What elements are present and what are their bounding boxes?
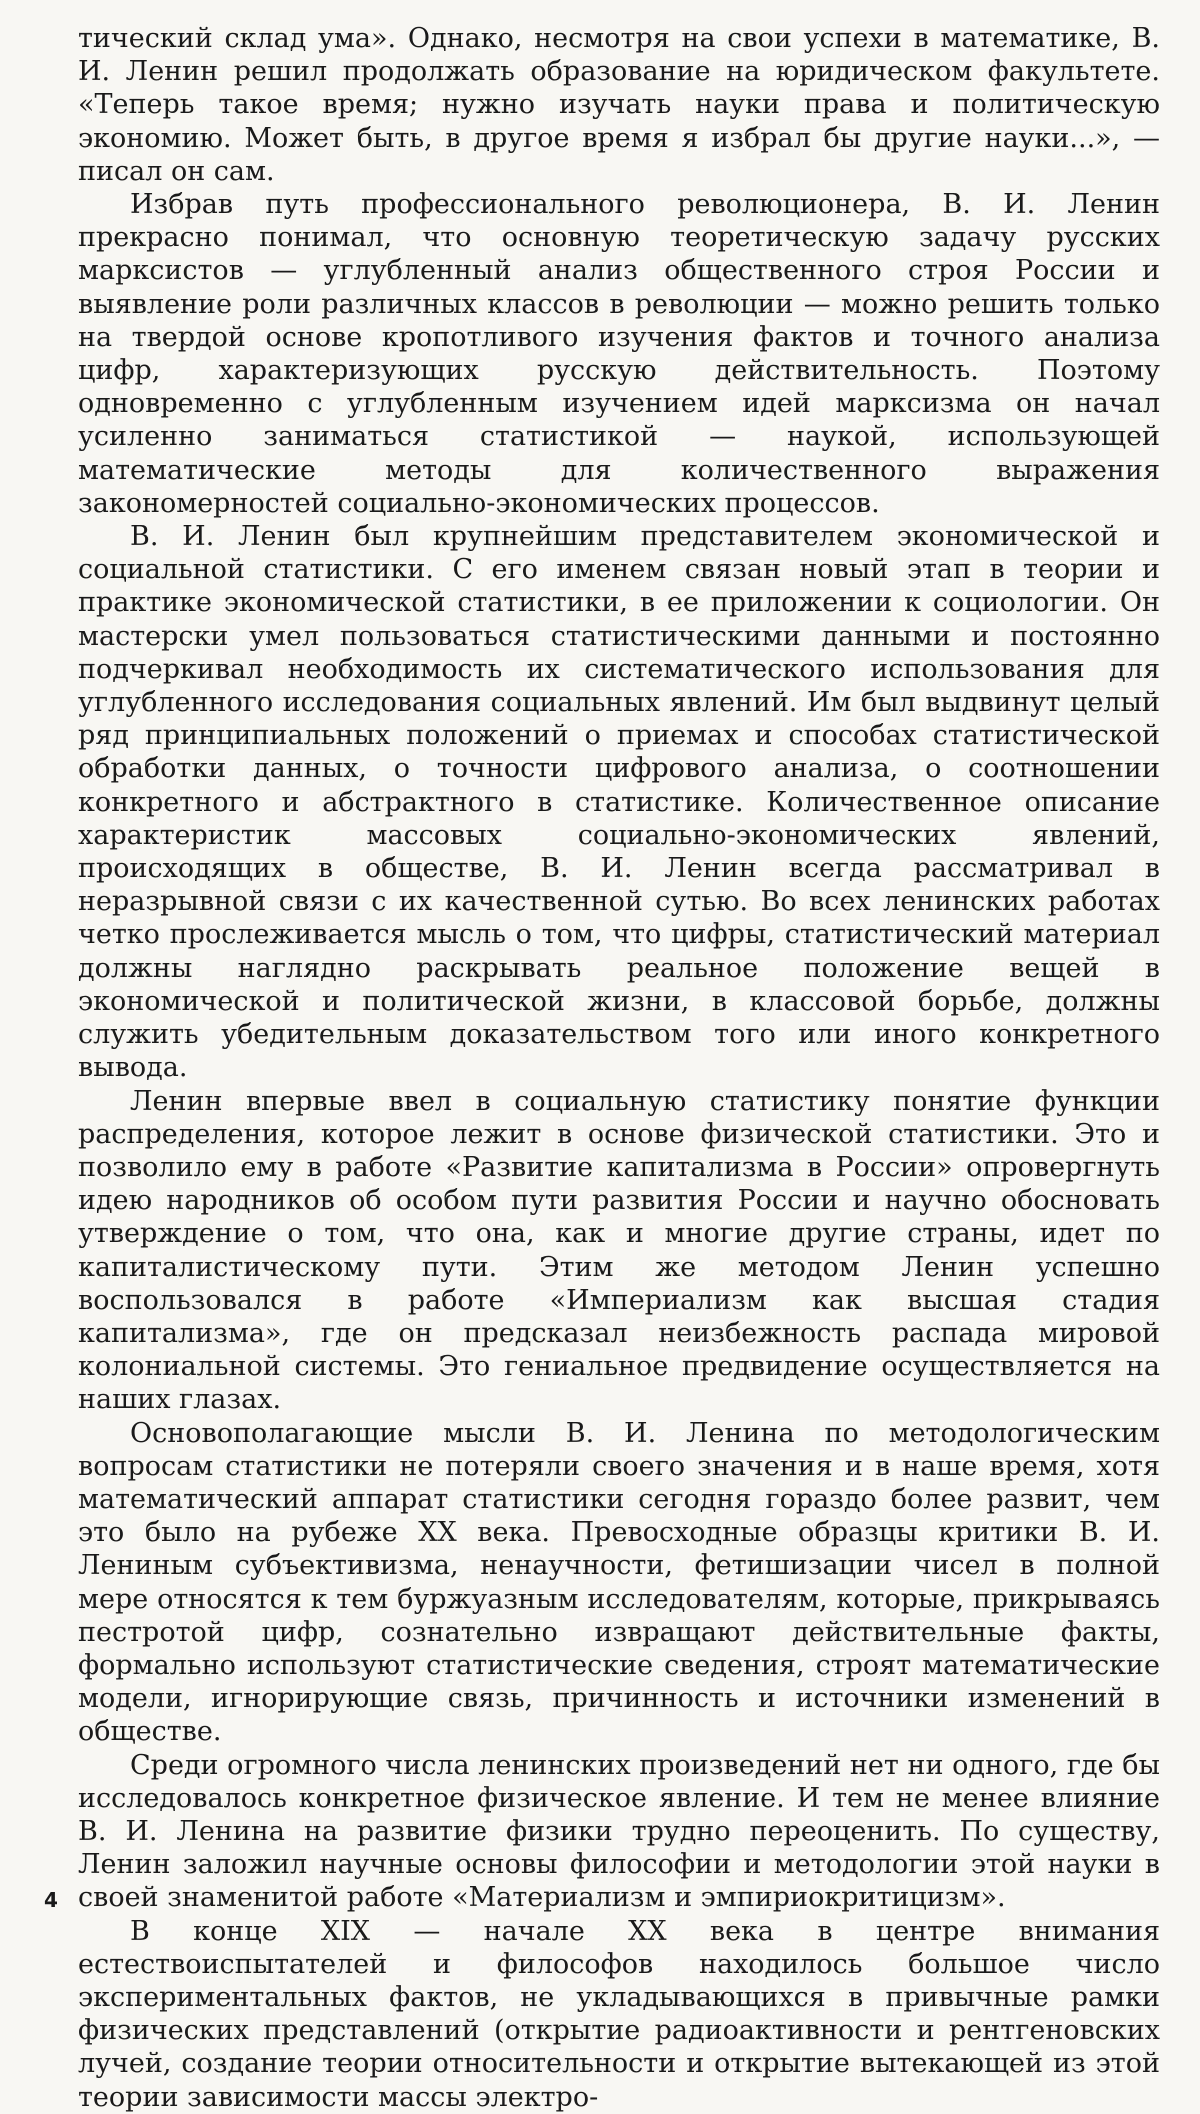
paragraph-7: В конце XIX — начале XX века в центре внимания естествоиспытателей и философов находилось большое число экспериментальных фактов, не укладывающихся в привычные рамки физических представлений (открытие радиоактивности и рентгеновских лучей, создание теории относительности и открытие вытекающей из этой теории зависимости массы электро- — [78, 1915, 1160, 2113]
paragraph-2: Избрав путь профессионального революционера, В. И. Ленин прекрасно понимал, что основную теоретическую задачу русских марксистов — углубленный анализ общественного строя России и выявление роли различных классов в революции — можно решить только на твердой основе кропотливого изучения фактов и точного анализа цифр, характеризующих русскую действительность. Поэтому одновременно с углубленным изучением идей марксизма он начал усиленно заниматься статистикой — наукой, использующей математические методы для количественного выражения закономерностей социально-экономических процессов. — [78, 189, 1160, 519]
paragraph-4: Ленин впервые ввел в социальную статистику понятие функции распределения, которое лежит в основе физической статистики. Это и позволило ему в работе «Развитие капитализма в России» опровергнуть идею народников об особом пути развития России и научно обосновать утверждение о том, что она, как и многие другие страны, идет по капиталистическому пути. Этим же методом Ленин успешно воспользовался в работе «Империализм как высшая стадия капитализма», где он предсказал неизбежность распада мировой колониальной системы. Это гениальное предвидение осуществляется на наших глазах. — [78, 1085, 1160, 1416]
paragraph-3: В. И. Ленин был крупнейшим представителем экономической и социальной статистики. С его именем связан новый этап в теории и практике экономической статистики, в ее приложении к социологии. Он мастерски умел пользоваться статистическими данными и постоянно подчеркивал необходимость их систематического использования для углубленного исследования социальных явлений. Им был выдвинут целый ряд принципиальных положений о приемах и способах статистической обработки данных, о точности цифрового анализа, о соотношении конкретного и абстрактного в статистике. Количественное описание характеристик массовых социально-экономических явлений, происходящих в обществе, В. И. Ленин всегда рассматривал в неразрывной связи с их качественной сутью. Во всех ленинских работах четко прослеживается мысль о том, что цифры, статистический материал должны наглядно раскрывать реальное положение вещей в экономической и политической жизни, в классовой борьбе, должны служить убедительным доказательством того или иного конкретного вывода. — [78, 521, 1160, 1084]
paragraph-6: Среди огромного числа ленинских произведений нет ни одного, где бы исследовалось конкретное физическое явление. И тем не менее влияние В. И. Ленина на развитие физики трудно переоценить. По существу, Ленин заложил научные основы философии и методологии этой науки в своей знаменитой работе «Материализм и эмпириокритицизм». — [78, 1749, 1160, 1914]
page-body — [78, 22, 1160, 2114]
page-number: 4 — [44, 1888, 58, 1912]
paragraph-5: Основополагающие мысли В. И. Ленина по методологическим вопросам статистики не потеряли своего значения и в наше время, хотя математический аппарат статистики сегодня гораздо более развит, чем это было на рубеже XX века. Превосходные образцы критики В. И. Лениным субъективизма, ненаучности, фетишизации чисел в полной мере относятся к тем буржуазным исследователям, которые, прикрываясь пестротой цифр, сознательно извращают действительные факты, формально используют статистические сведения, строят математические модели, игнорирующие связь, причинность и источники изменений в обществе. — [78, 1417, 1160, 1748]
paragraph-1: тический склад ума». Однако, несмотря на свои успехи в математике, В. И. Ленин решил продолжать образование на юридическом факультете. «Теперь такое время; нужно изучать науки права и политическую экономию. Может быть, в другое время я избрал бы другие науки...», — писал он сам. — [78, 23, 1160, 187]
